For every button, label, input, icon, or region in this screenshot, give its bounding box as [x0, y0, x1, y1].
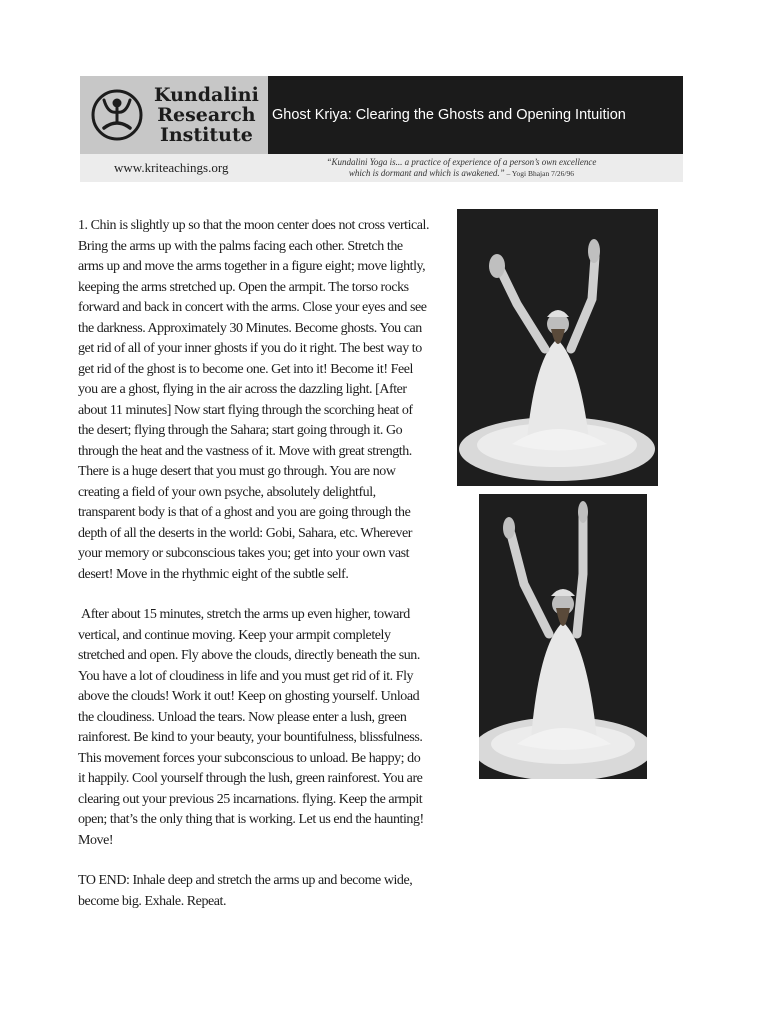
- quote-source: – Yogi Bhajan 7/26/96: [504, 169, 574, 178]
- title-bar: [268, 76, 683, 154]
- logo-line-1: Kundalini: [154, 84, 259, 106]
- quote-line-1: “Kundalini Yoga is... a practice of experience of a person’s own excellence: [326, 157, 597, 167]
- header-banner: [80, 76, 683, 154]
- logo-line-2: Research: [157, 104, 256, 126]
- pose-photo-1: [457, 209, 658, 486]
- man-arms-raised-forward-image: [457, 209, 658, 486]
- paragraph-3: TO END: Inhale deep and stretch the arms up and become wide, become big. Exhale. Repeat.: [78, 873, 413, 909]
- quote-line-2: which is dormant and which is awakened.”: [348, 168, 505, 178]
- kri-logo-panel: [80, 76, 268, 154]
- sub-header: [80, 154, 683, 182]
- logo-text: [154, 85, 259, 145]
- instruction-text: [78, 216, 430, 932]
- yogi-bhajan-quote: [326, 157, 596, 179]
- logo-line-3: Institute: [159, 124, 253, 146]
- page-title: Ghost Kriya: Clearing the Ghosts and Opening Intuition: [272, 107, 626, 123]
- pose-photo-2: [479, 494, 647, 779]
- paragraph-2: After about 15 minutes, stretch the arms up even higher, toward vertical, and continue moving. Keep your armpit completely stretched and open. Fly above the clouds, directly beneath the sun. You have a lot of cloudiness in life and you must get rid of it. Fly above the clouds! Work it out! Keep on ghosting yourself. Unload the cloudiness. Unload the tears. Now please enter a lush, green rainforest. Be kind to your beauty, your bountifulness, blissfulness. This movement forces your subconscious to unload. Be happy; do it happily. Cool yourself through the lush, green rainforest. You are clearing out your previous 25 incarnations. flying. Keep the armpit open; that’s the only thing that is working. Let us end the haunting! Move!: [78, 607, 424, 848]
- website-link[interactable]: www.kriteachings.org: [114, 160, 229, 175]
- man-arms-raised-vertical-image: [479, 494, 647, 779]
- paragraph-1: 1. Chin is slightly up so that the moon center does not cross vertical. Bring the arms up with the palms facing each other. Stretch the arms up and move the arms together in a figure eight; move lightly, keeping the arms stretched up. Open the armpit. The torso rocks forward and back in concert with the arms. Close your eyes and see the darkness. Approximately 30 Minutes. Become ghosts. You can get rid of all of your inner ghosts if you do it right. The best way to get rid of the ghost is to become one. Get into it! Become it! Feel you are a ghost, flying in the air across the dazzling light. [After about 11 minutes] Now start flying through the scorching heat of the desert; flying through the Sahara; start going through it. Go through the heat and the vastness of it. Move with great strength. There is a huge desert that you must go through. You are now creating a field of your own psyche, absolutely delightful, transparent body is that of a ghost and you are going through the depth of all the deserts in the world: Gobi, Sahara, etc. Wherever your memory or subconscious takes you; get into your own vast desert! Move in the rhythmic eight of the subtle self.: [78, 218, 430, 582]
- kri-logo-icon: [90, 88, 144, 142]
